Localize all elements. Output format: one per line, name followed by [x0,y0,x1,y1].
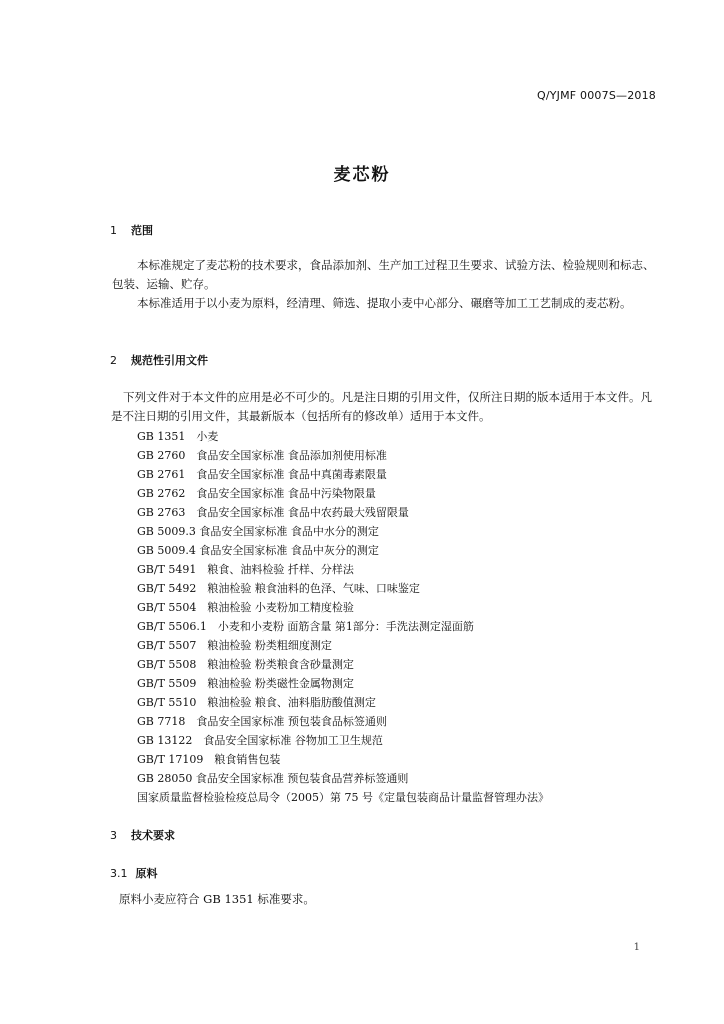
reference-item: GB/T 5509 粮油检验 粉类磁性金属物测定 [137,677,354,690]
reference-item: GB 2762 食品安全国家标准 食品中污染物限量 [137,487,376,500]
scope-paragraph-1: 本标准规定了麦芯粉的技术要求，食品添加剂、生产加工过程卫生要求、试验方法、检验规则和标志、包装、运输、贮存。 [112,258,655,291]
section-3-heading [110,827,175,843]
reference-item: GB 2763 食品安全国家标准 食品中农药最大残留限量 [137,506,409,519]
reference-item: GB 5009.3 食品安全国家标准 食品中水分的测定 [137,525,379,538]
document-title: 麦芯粉 [333,165,391,185]
normative-refs-intro: 下列文件对于本文件的应用是必不可少的。凡是注日期的引用文件，仅所注日期的版本适用于本文件。凡是不注日期的引用文件，其最新版本（包括所有的修改单）适用于本文件。 [111,390,652,423]
section-3-title: 技术要求 [131,829,175,842]
reference-item: GB 5009.4 食品安全国家标准 食品中灰分的测定 [137,544,379,557]
reference-item: GB/T 5510 粮油检验 粮食、油料脂肪酸值测定 [137,696,376,709]
reference-item: GB/T 5506.1 小麦和小麦粉 面筋含量 第1部分：手洗法测定湿面筋 [137,620,474,633]
reference-item: GB 1351 小麦 [137,430,219,443]
reference-item: GB 13122 食品安全国家标准 谷物加工卫生规范 [137,734,383,747]
reference-item: GB/T 5491 粮食、油料检验 扦样、分样法 [137,563,354,576]
scope-paragraph-2: 本标准适用于以小麦为原料，经清理、筛选、提取小麦中心部分、碾磨等加工工艺制成的麦芯粉。 [137,296,632,310]
reference-item: GB 2761 食品安全国家标准 食品中真菌毒素限量 [137,468,387,481]
section-1-title: 范围 [131,224,153,237]
section-3-1-title: 原料 [135,867,158,880]
section-1-number: 1 [110,224,117,237]
page-number: 1 [633,942,640,953]
reference-item: GB/T 5507 粮油检验 粉类粗细度测定 [137,639,332,652]
standard-code: Q/YJMF 0007S—2018 [536,89,656,102]
section-1-heading [110,222,153,238]
section-2-number: 2 [110,354,117,367]
section-3-number: 3 [110,829,117,842]
reference-item: GB/T 5504 粮油检验 小麦粉加工精度检验 [137,601,354,614]
section-3-1-heading [110,865,158,881]
section-3-1-number: 3.1 [110,867,128,880]
section-2-title: 规范性引用文件 [131,354,208,367]
section-2-heading [110,352,208,368]
reference-list [137,427,549,807]
reference-item: GB/T 5508 粮油检验 粉类粮食含砂量测定 [137,658,354,671]
reference-item: GB 28050 食品安全国家标准 预包装食品营养标签通则 [137,772,409,785]
reference-item: GB/T 17109 粮食销售包装 [137,753,281,766]
reference-item: GB 7718 食品安全国家标准 预包装食品标签通则 [137,715,387,728]
reference-item: GB/T 5492 粮油检验 粮食油料的色泽、气味、口味鉴定 [137,582,420,595]
reference-item: GB 2760 食品安全国家标准 食品添加剂使用标准 [137,449,387,462]
reference-item: 国家质量监督检验检疫总局令（2005）第 75 号《定量包装商品计量监督管理办法》 [137,791,549,804]
raw-material-text: 原料小麦应符合 GB 1351 标准要求。 [119,892,315,906]
